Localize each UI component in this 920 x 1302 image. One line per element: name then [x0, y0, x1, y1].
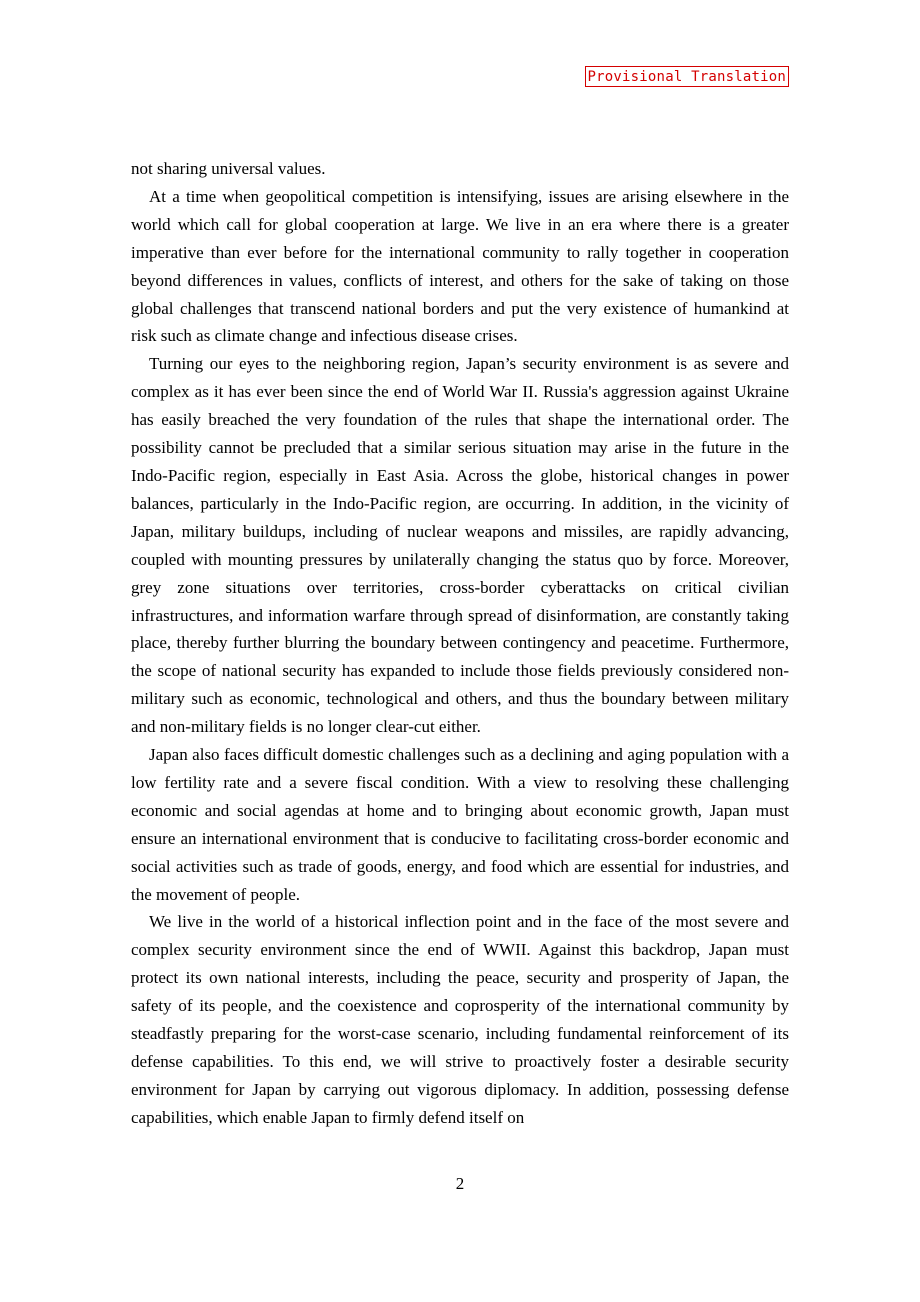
provisional-translation-stamp: Provisional Translation [585, 66, 789, 87]
paragraph-global-cooperation: At a time when geopolitical competition is intensifying, issues are arising elsewhere in the world which call for global cooperation at large. We live in an era where there is a greater imperative than ever before for the international community to rally together in cooperation beyond differences in values, conflicts of interest, and others for the sake of taking on those global challenges that transcend national borders and put the very existence of humankind at risk such as climate change and infectious disease crises. [131, 186, 789, 346]
paragraph-domestic-challenges: Japan also faces difficult domestic challenges such as a declining and aging population with a low fertility rate and a severe fiscal condition. With a view to resolving these challenging economic and social agendas at home and to bringing about economic growth, Japan must ensure an international environment that is conducive to facilitating cross-border economic and social activities such as trade of goods, energy, and food which are essential for industries, and the movement of people. [131, 745, 789, 904]
page-number: 2 [455, 1174, 465, 1193]
paragraph-continuation: not sharing universal values. [131, 159, 326, 178]
paragraph-inflection-point: We live in the world of a historical inflection point and in the face of the most severe and complex security environment since the end of WWII. Against this backdrop, Japan must protect its own national interests, including the peace, security and prosperity of Japan, the safety of its people, and the coexistence and coprosperity of the international community by steadfastly preparing for the worst-case scenario, including fundamental reinforcement of its defense capabilities. To this end, we will strive to proactively foster a desirable security environment for Japan by carrying out vigorous diplomacy. In addition, possessing defense capabilities, which enable Japan to firmly defend itself on [131, 912, 789, 1127]
body-text [131, 155, 789, 1132]
paragraph-security-environment: Turning our eyes to the neighboring region, Japan’s security environment is as severe and complex as it has ever been since the end of World War II. Russia's aggression against Ukraine has easily breached the very foundation of the rules that shape the international order. The possibility cannot be precluded that a similar serious situation may arise in the future in the Indo-Pacific region, especially in East Asia. Across the globe, historical changes in power balances, particularly in the Indo-Pacific region, are occurring. In addition, in the vicinity of Japan, military buildups, including of nuclear weapons and missiles, are rapidly advancing, coupled with mounting pressures by unilaterally changing the status quo by force. Moreover, grey zone situations over territories, cross-border cyberattacks on critical civilian infrastructures, and information warfare through spread of disinformation, are constantly taking place, thereby further blurring the boundary between contingency and peacetime. Furthermore, the scope of national security has expanded to include those fields previously considered non-military such as economic, technological and others, and thus the boundary between military and non-military fields is no longer clear-cut either. [131, 354, 789, 737]
